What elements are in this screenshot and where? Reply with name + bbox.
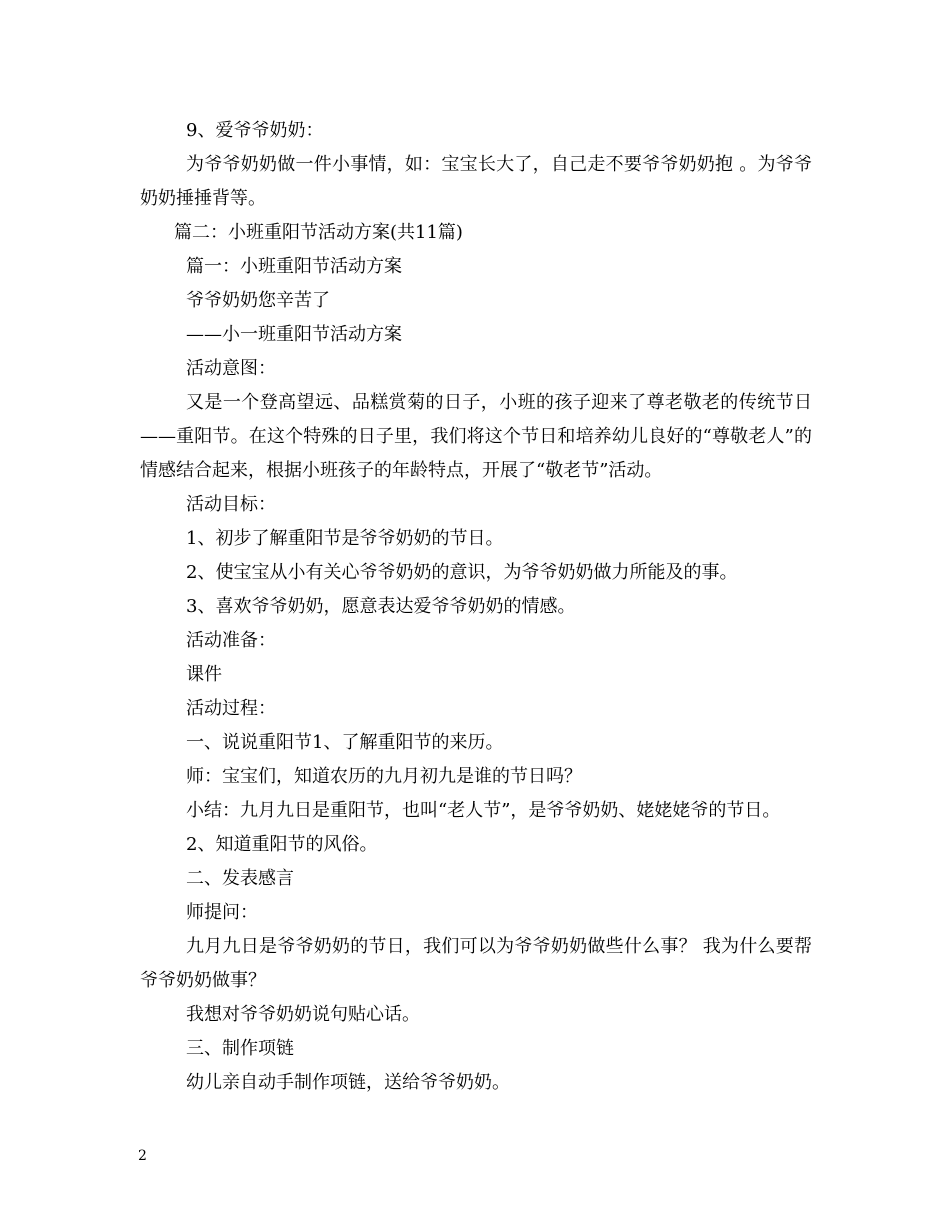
paragraph: 爷爷奶奶您辛苦了	[186, 290, 330, 311]
paragraph: ——小一班重阳节活动方案	[186, 324, 402, 345]
paragraph: 二、发表感言	[186, 868, 294, 889]
page-number: 2	[138, 1148, 147, 1164]
paragraph: 小结：九月九日是重阳节，也叫“老人节”，是爷爷奶奶、姥姥姥爷的节日。	[186, 800, 781, 821]
sub-heading: 篇一：小班重阳节活动方案	[186, 256, 402, 277]
paragraph: 三、制作项链	[186, 1038, 294, 1059]
paragraph: 活动意图：	[186, 358, 276, 379]
paragraph: 2、知道重阳节的风俗。	[186, 834, 378, 855]
paragraph: 为爷爷奶奶做一件小事情，如：宝宝长大了，自己走不要爷爷奶奶抱 。为爷爷奶奶捶捶背等。	[140, 154, 812, 209]
paragraph: 师：宝宝们，知道农历的九月初九是谁的节日吗？	[186, 766, 582, 787]
paragraph: 1、初步了解重阳节是爷爷奶奶的节日。	[186, 528, 504, 549]
section-heading: 篇二：小班重阳节活动方案(共11篇)	[174, 222, 463, 243]
paragraph: 我想对爷爷奶奶说句贴心话。	[186, 1004, 420, 1025]
document-body	[140, 114, 812, 1100]
paragraph: 活动准备：	[186, 630, 276, 651]
paragraph: 一、说说重阳节1、了解重阳节的来历。	[186, 732, 504, 753]
paragraph: 幼儿亲自动手制作项链，送给爷爷奶奶。	[186, 1072, 510, 1093]
paragraph: 3、喜欢爷爷奶奶，愿意表达爱爷爷奶奶的情感。	[186, 596, 576, 617]
paragraph: 又是一个登高望远、品糕赏菊的日子，小班的孩子迎来了尊老敬老的传统节日——重阳节。在这个特殊的日子里，我们将这个节日和培养幼儿良好的“尊敬老人”的情感结合起来，根据小班孩子的年龄特点，开展了“敬老节”活动。	[140, 392, 812, 481]
paragraph: 课件	[186, 664, 222, 685]
paragraph: 9、爱爷爷奶奶：	[186, 120, 324, 141]
paragraph: 活动过程：	[186, 698, 276, 719]
paragraph: 师提问：	[186, 902, 258, 923]
paragraph: 九月九日是爷爷奶奶的节日，我们可以为爷爷奶奶做些什么事？ 我为什么要帮爷爷奶奶做事？	[140, 936, 812, 991]
paragraph: 2、使宝宝从小有关心爷爷奶奶的意识，为爷爷奶奶做力所能及的事。	[186, 562, 738, 583]
paragraph: 活动目标：	[186, 494, 276, 515]
